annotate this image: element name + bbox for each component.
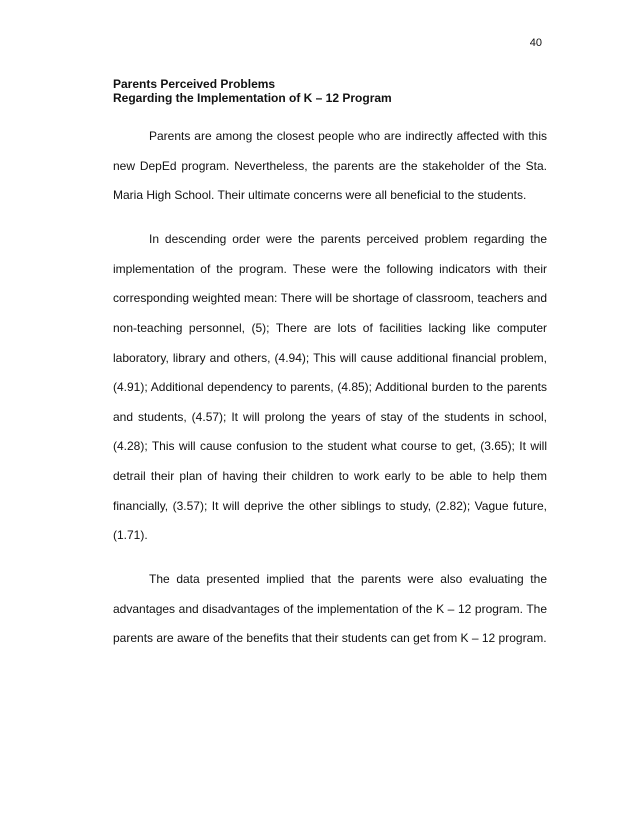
paragraph-3: The data presented implied that the parents were also evaluating the advantages and disadvantages of the implementation of the K – 12 program. The parents are aware of the benefits that their students can get from K – 12 program. [113, 572, 547, 646]
section-heading [113, 77, 543, 105]
page-number: 40 [529, 37, 542, 49]
paragraph-1: Parents are among the closest people who are indirectly affected with this new DepEd program. Nevertheless, the parents are the stakeholder of the Sta. Maria High School. Their ultimate concerns were all beneficial to the students. [113, 129, 547, 203]
body-text [113, 122, 547, 668]
heading-line-1: Parents Perceived Problems [113, 77, 276, 91]
paragraph-2: In descending order were the parents perceived problem regarding the implementation of the program. These were the following indicators with their corresponding weighted mean: There will be shortage of classroom, teachers and non-teaching personnel, (5); There are lots of facilities lacking like computer laboratory, library and others, (4.94); This will cause additional financial problem, (4.91); Additional dependency to parents, (4.85); Additional burden to the parents and students, (4.57); It will prolong the years of stay of the students in school, (4.28); This will cause confusion to the student what course to get, (3.65); It will detrail their plan of having their children to work early to be able to help them financially, (3.57); It will deprive the other siblings to study, (2.82); Vague future, (1.71). [113, 232, 547, 543]
heading-line-2: Regarding the Implementation of K – 12 Program [113, 91, 392, 105]
